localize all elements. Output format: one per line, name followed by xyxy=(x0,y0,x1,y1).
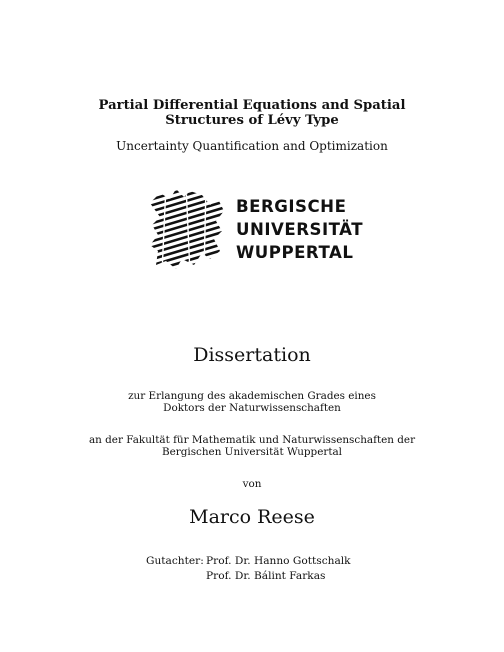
thesis-title-line-1: Partial Differential Equations and Spatial xyxy=(98,98,406,113)
reviewer-name: Prof. Dr. Hanno Gottschalk xyxy=(206,555,351,567)
reviewer-row xyxy=(146,569,351,584)
faculty-statement-line-1: an der Fakultät für Mathematik und Naturwissenschaften der xyxy=(88,434,416,446)
reviewer-row xyxy=(146,554,351,569)
university-name xyxy=(236,195,363,264)
thesis-title xyxy=(0,98,504,128)
reviewers-label: Gutachter: xyxy=(146,555,204,567)
by-label: von xyxy=(242,478,262,490)
thesis-subtitle: Uncertainty Quantification and Optimization xyxy=(116,139,388,153)
degree-purpose xyxy=(0,390,504,415)
thesis-title-line-2: Structures of Lévy Type xyxy=(165,113,339,128)
document-type-heading: Dissertation xyxy=(193,344,311,366)
reviewers-block xyxy=(146,554,351,583)
faculty-statement-line-2: Bergischen Universität Wuppertal xyxy=(161,446,343,459)
university-name-line-2: UNIVERSITÄT xyxy=(236,220,364,239)
university-name-line-1: BERGISCHE xyxy=(236,197,347,216)
faculty-statement xyxy=(0,434,504,459)
author-name: Marco Reese xyxy=(189,506,315,528)
university-name-line-3: WUPPERTAL xyxy=(236,243,354,262)
lion-emblem-icon xyxy=(146,185,226,273)
degree-purpose-line-2: Doktors der Naturwissenschaften xyxy=(163,402,341,415)
reviewer-name: Prof. Dr. Bálint Farkas xyxy=(206,569,326,582)
degree-purpose-line-1: zur Erlangung des akademischen Grades eines xyxy=(128,390,376,402)
